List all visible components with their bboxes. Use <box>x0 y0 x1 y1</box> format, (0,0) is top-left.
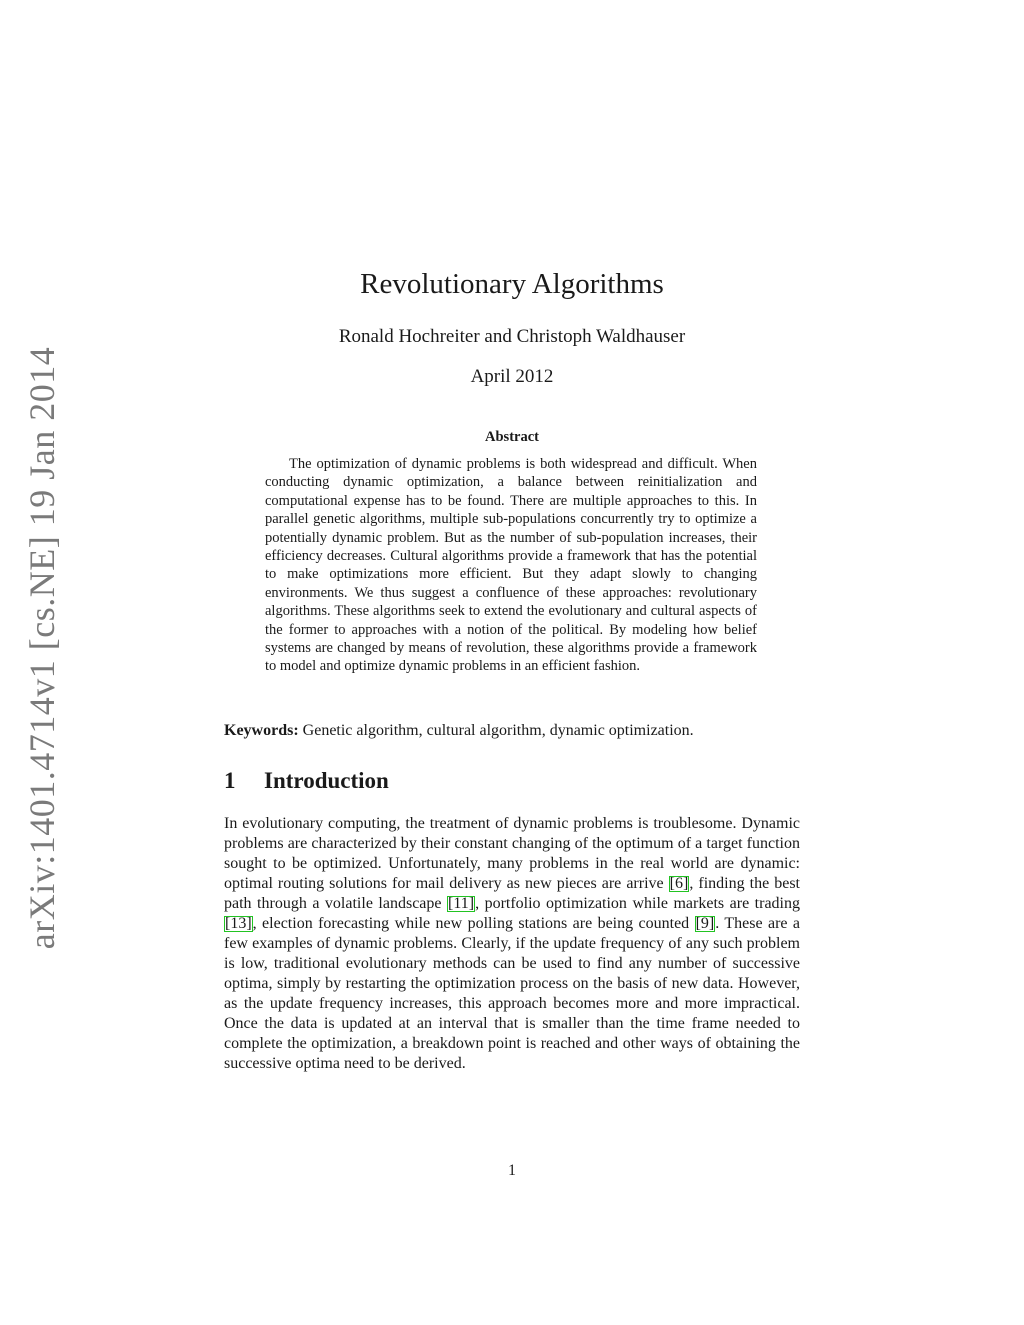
intro-text-4: , election forecasting while new polling stations are being counted <box>252 915 695 932</box>
keywords <box>224 722 804 740</box>
arxiv-identifier-stamp <box>10 346 74 950</box>
introduction-paragraph <box>224 814 800 1074</box>
intro-text-1: In evolutionary computing, the treatment of dynamic problems is troublesome. Dynamic problems are characterized by their constant changing of the optimum of a target function sought to be optimized. Unfortunately, many problems in the real world are dynamic: optimal routing solutions for mail delivery as new pieces are arrive <box>224 815 800 892</box>
citation-link-6[interactable]: [6] <box>669 875 689 892</box>
section-heading-introduction <box>224 768 389 794</box>
paper-title: Revolutionary Algorithms <box>360 268 664 300</box>
abstract-text: The optimization of dynamic problems is both widespread and difficult. When conducting dynamic optimization, a balance between reinitialization and computational expense has to be found. There are multiple approaches to this. In parallel genetic algorithms, multiple sub-populations concurrently try to optimize a potentially dynamic problem. But as the number of sub-population increases, their efficiency decreases. Cultural algorithms provide a framework that has the potential to make optimizations more efficient. But they adapt slowly to changing environments. We thus suggest a confluence of these approaches: revolutionary algorithms. These algorithms seek to extend the evolutionary and cultural aspects of the former to approaches with a notion of the political. By modeling how belief systems are changed by means of revolution, these algorithms provide a framework to model and optimize dynamic problems in an efficient fashion. <box>265 456 757 675</box>
arxiv-identifier-text: arXiv:1401.4714v1 [cs.NE] 19 Jan 2014 <box>22 346 63 950</box>
keywords-label: Keywords: <box>224 722 299 739</box>
intro-text-2: , finding the best path through a volatile landscape <box>224 875 800 912</box>
citation-link-11[interactable]: [11] <box>448 895 475 912</box>
intro-text-5: . These are a few examples of dynamic problems. Clearly, if the update frequency of any such problem is low, traditional evolutionary methods can be used to find any number of successive optima, simply by restarting the optimization process on the basis of new data. However, as the update frequency increases, this approach becomes more and more impractical. Once the data is updated at an interval that is smaller than the time frame needed to complete the optimization, a breakdown point is reached and other ways of obtaining the successive optima need to be derived. <box>224 915 801 1072</box>
section-number: 1 <box>224 768 236 793</box>
paper-date: April 2012 <box>470 366 554 387</box>
intro-text-3: , portfolio optimization while markets are trading <box>475 895 800 912</box>
abstract-heading: Abstract <box>485 429 539 445</box>
page-number: 1 <box>508 1162 516 1179</box>
citation-link-9[interactable]: [9] <box>695 915 715 932</box>
paper-authors: Ronald Hochreiter and Christoph Waldhauser <box>338 326 686 347</box>
citation-link-13[interactable]: [13] <box>225 915 252 932</box>
section-title: Introduction <box>264 768 389 793</box>
keywords-text: Genetic algorithm, cultural algorithm, dynamic optimization. <box>302 722 694 739</box>
